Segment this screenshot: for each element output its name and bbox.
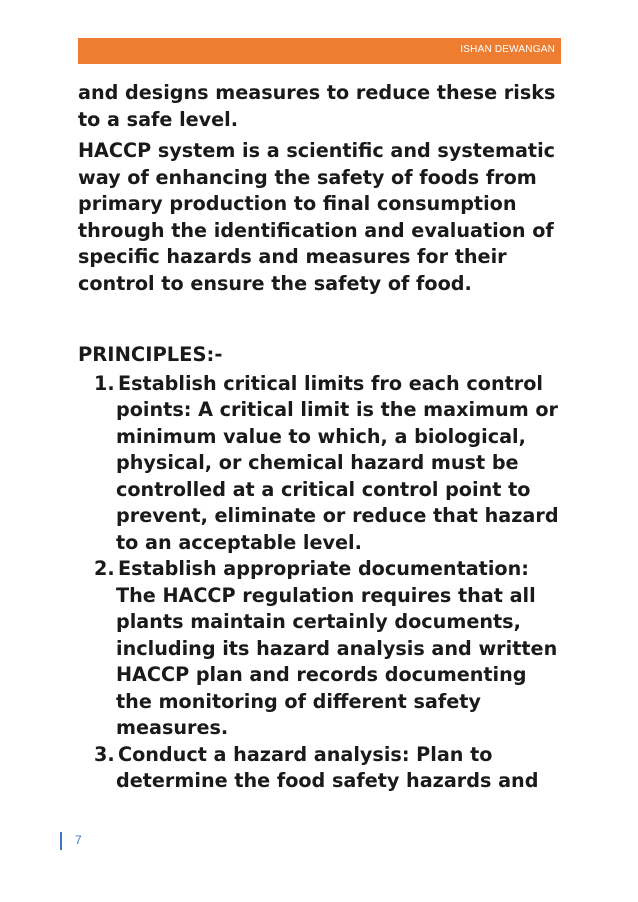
haccp-definition-paragraph: HACCP system is a scientific and systematic way of enhancing the safety of foods from primary production to final consumption through the identification and evaluation of specific hazards and measures for their control to ensure the safety of food. <box>78 139 556 295</box>
page-header-band <box>78 38 561 64</box>
continuation-paragraph: and designs measures to reduce these risks to a safe level. <box>78 81 556 131</box>
principle-item <box>94 556 568 742</box>
page-body <box>78 80 568 795</box>
principles-list <box>78 371 568 795</box>
principle-text: Conduct a hazard analysis: Plan to determine the food safety hazards and <box>116 742 539 792</box>
principle-text: Establish appropriate documentation: The HACCP regulation requires that all plants maintain certainly documents, including its hazard analysis and written HACCP plan and records documenting the monitoring of different safety measures. <box>116 557 558 739</box>
principle-item <box>94 371 568 557</box>
page-number: 7 <box>75 833 82 847</box>
footer-accent-bar <box>60 832 62 850</box>
principles-heading: PRINCIPLES:- <box>78 343 223 366</box>
principle-number: 1. <box>94 371 115 395</box>
principle-item <box>94 742 568 795</box>
header-author-name: ISHAN DEWANGAN <box>460 44 555 55</box>
principle-text: Establish critical limits fro each control points: A critical limit is the maximum or minimum value to which, a biological, physical, or chemical hazard must be controlled at a critical control point to prevent, eliminate or reduce that hazard to an acceptable level. <box>116 371 559 554</box>
principle-number: 3. <box>94 742 115 766</box>
principle-number: 2. <box>94 557 115 580</box>
